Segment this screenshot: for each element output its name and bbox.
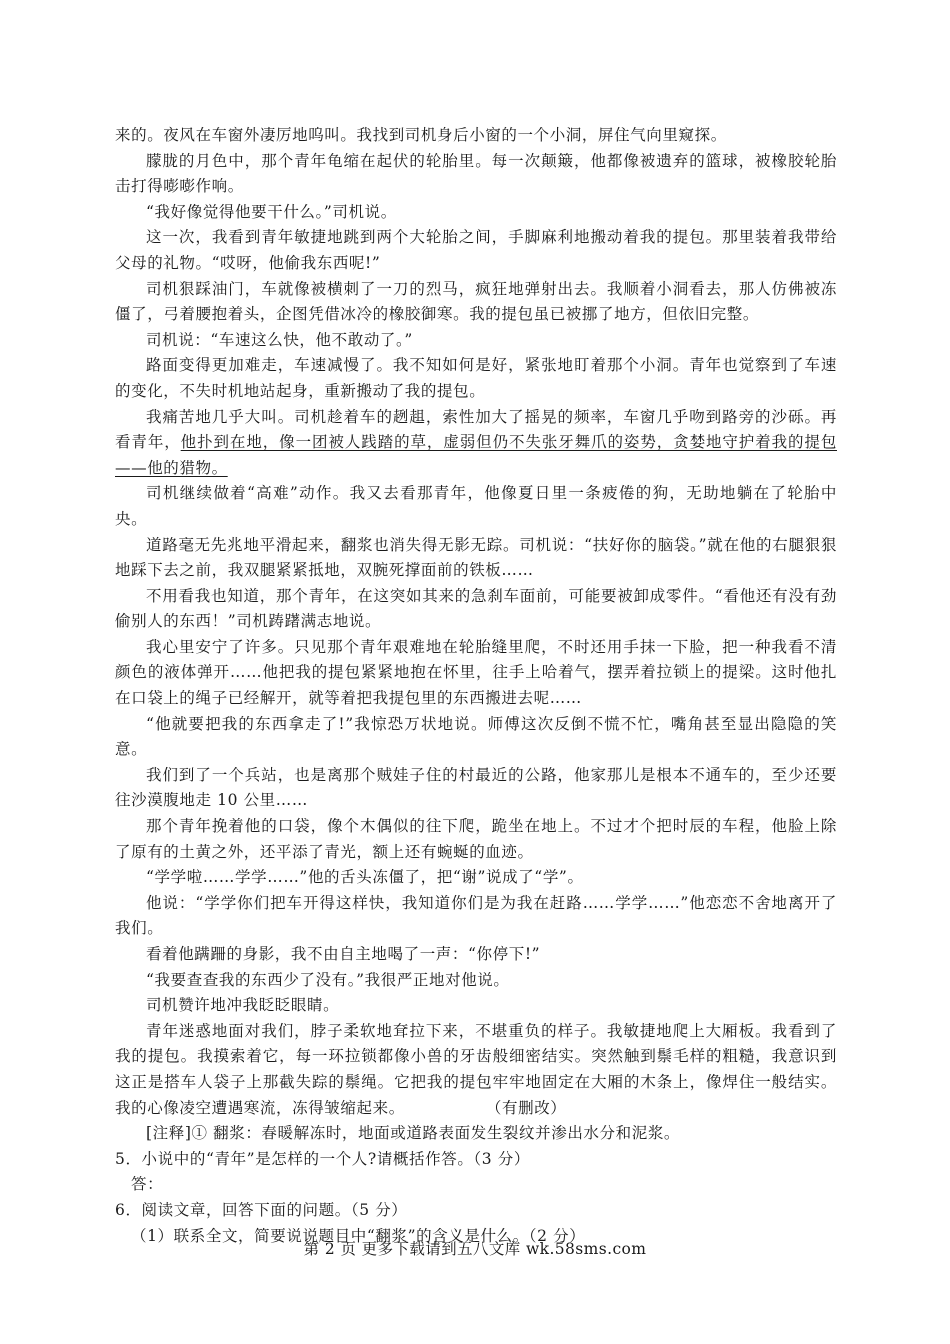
paragraph [115, 993, 837, 1019]
paragraph [115, 328, 837, 354]
underlined-sentence: 他扑到在地，像一团被人践踏的草，虚弱但仍不失张牙舞爪的姿势，贪婪地守护着我的提包——他的猎物。 [115, 433, 837, 477]
paragraph-text: 我痛苦地几乎大叫。司机趁着车的趔趄，索性加大了摇晃的频率，车窗几乎吻到路旁的沙砾。再看青年， [115, 407, 837, 452]
paragraph [115, 200, 837, 226]
paragraph-text: 那个青年挽着他的口袋，像个木偶似的往下爬，跪坐在地上。不过才个把时辰的车程，他脸上除了原有的土黄之外，还平添了青光，额上还有蜿蜒的血迹。 [115, 817, 837, 861]
paragraph [115, 968, 837, 994]
question-line: 答： [131, 1175, 164, 1194]
story-text [115, 123, 837, 1121]
question-line: 5．小说中的“青年”是怎样的一个人?请概括作答。（3 分） [115, 1149, 530, 1168]
paragraph-text: 司机赞许地冲我眨眨眼睛。 [146, 996, 340, 1015]
paragraph-text: 青年迷惑地面对我们，脖子柔软地耷拉下来，不堪重负的样子。我敏捷地爬上大厢板。我看到了我的提包。我摸索着它，每一环拉锁都像小兽的牙齿般细密结实。突然触到鬃毛样的粗糙，我意识到这正是搭车人袋子上那截失踪的鬃绳。它把我的提包牢牢地固定在大厢的木条上，像焊住一般结实。我的心像凌空遭遇寒流，冻得皱缩起来。 （有删改） [115, 1021, 837, 1117]
paragraph-text: “他就要把我的东西拿走了!”我惊恐万状地说。师傅这次反倒不慌不忙，嘴角甚至显出隐隐的笑意。 [115, 714, 837, 759]
paragraph-text: 道路毫无先兆地平滑起来，翻浆也消失得无影无踪。司机说：“扶好你的脑袋。”就在他的右腿狠狠地踩下去之前，我双腿紧紧抵地，双腕死撑面前的铁板…… [115, 535, 837, 580]
paragraph-text: 看着他蹒跚的身影，我不由自主地喝了一声：“你停下!” [146, 945, 541, 963]
paragraph [115, 225, 837, 276]
paragraph-text: “学学啦……学学……”他的舌头冻僵了，把“谢”说成了“学”。 [146, 868, 584, 887]
paragraph [115, 865, 837, 891]
paragraph [115, 353, 837, 404]
paragraph-text: 不用看我也知道，那个青年，在这突如其来的急刹车面前，可能要被卸成零件。“看他还有没有劲偷别人的东西！”司机踌躇满志地说。 [115, 586, 837, 631]
page-footer: 第 2 页 更多下载请到五八文库 wk.58sms.com [303, 1240, 647, 1258]
paragraph-text: 司机说：“车速这么快，他不敢动了。” [146, 330, 413, 349]
paragraph [115, 149, 837, 200]
paragraph-text: 司机狠踩油门，车就像被横刺了一刀的烈马，疯狂地弹射出去。我顺着小洞看去，那人仿佛被冻僵了，弓着腰抱着头，企图凭借冰冷的橡胶御寒。我的提包虽已被挪了地方，但依旧完整。 [115, 279, 837, 324]
question-section [115, 1147, 837, 1249]
paragraph [115, 123, 837, 149]
paragraph [115, 712, 837, 763]
annotation-note: [注释]① 翻浆：春暖解冻时，地面或道路表面发生裂纹并渗出水分和泥浆。 [146, 1124, 681, 1143]
paragraph [115, 584, 837, 635]
paragraph [115, 763, 837, 814]
paragraph-text: “我要查查我的东西少了没有。”我很严正地对他说。 [146, 970, 510, 989]
paragraph [115, 942, 837, 968]
paragraph [115, 1019, 837, 1121]
paragraph [115, 814, 837, 865]
question-line: （1）联系全文，简要说说题目中“翻浆”的含义是什么。（2 分） [131, 1226, 586, 1245]
question-line: 6．阅读文章，回答下面的问题。（5 分） [115, 1200, 408, 1219]
paragraph-text: 我心里安宁了许多。只见那个青年艰难地在轮胎缝里爬，不时还用手抹一下脸，把一种我看不清颜色的液体弹开……他把我的提包紧紧地抱在怀里，往手上哈着气，摆弄着拉锁上的提梁。这时他扎在口袋上的绳子已经解开，就等着把我提包里的东西搬进去呢…… [115, 637, 837, 708]
paragraph [115, 533, 837, 584]
paragraph-text: 路面变得更加难走，车速减慢了。我不知如何是好，紧张地盯着那个小洞。青年也觉察到了车速的变化，不失时机地站起身，重新搬动了我的提包。 [115, 356, 837, 400]
paragraph [115, 481, 837, 532]
paragraph-text: 他说：“学学你们把车开得这样快，我知道你们是为我在赶路……学学……”他恋恋不舍地离开了我们。 [115, 893, 837, 938]
paragraph [115, 891, 837, 942]
paragraph-text: 我们到了一个兵站，也是离那个贼娃子住的村最近的公路，他家那儿是根本不通车的，至少还要往沙漠腹地走 10 公里…… [115, 765, 837, 810]
paragraph-text: 司机继续做着“高难”动作。我又去看那青年，他像夏日里一条疲倦的狗，无助地躺在了轮胎中央。 [115, 484, 837, 528]
paragraph [115, 635, 837, 712]
paragraph-text: 这一次，我看到青年敏捷地跳到两个大轮胎之间，手脚麻利地搬动着我的提包。那里装着我带给父母的礼物。“哎呀，他偷我东西呢!” [115, 228, 837, 272]
paragraph-text: 来的。夜风在车窗外凄厉地呜叫。我找到司机身后小窗的一个小洞，屏住气向里窥探。 [115, 126, 727, 144]
paragraph [115, 277, 837, 328]
paragraph [115, 405, 837, 482]
paragraph-text: 朦胧的月色中，那个青年龟缩在起伏的轮胎里。每一次颠簸，他都像被遗弃的篮球，被橡胶轮胎击打得嘭嘭作响。 [115, 151, 837, 196]
document-page [115, 123, 837, 1249]
paragraph-text: “我好像觉得他要干什么。”司机说。 [146, 202, 397, 221]
